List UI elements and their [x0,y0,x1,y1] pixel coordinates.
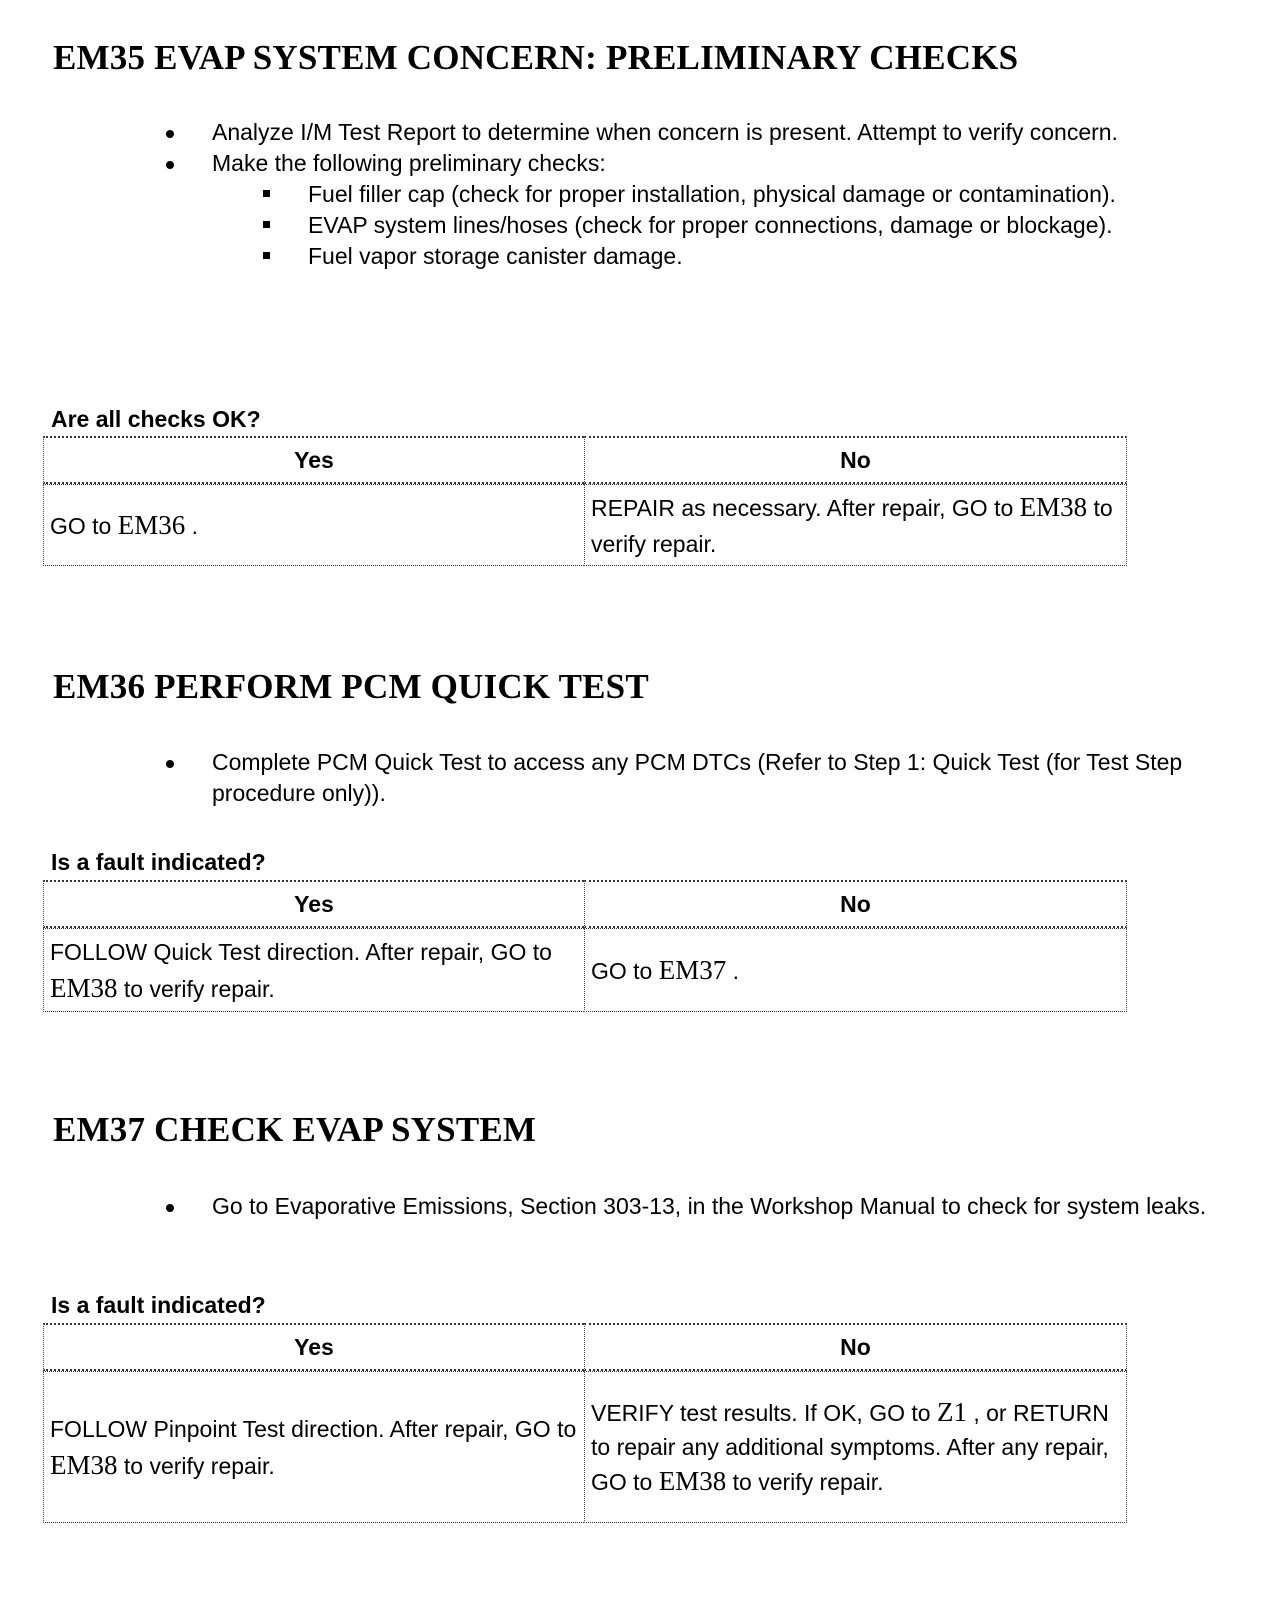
square-bullet-icon [263,221,270,228]
cell-text: FOLLOW Pinpoint Test direction. After repair, GO to [50,1415,577,1442]
step-link-em38[interactable]: EM38 [50,1449,118,1480]
bullet-text: Go to Evaporative Emissions, Section 303-13, in the Workshop Manual to check for system leaks. [212,1193,1207,1219]
table-header-row [43,1323,1127,1371]
cell-text: FOLLOW Quick Test direction. After repair, GO to [50,938,552,965]
cell-text: to verify repair. [591,494,1113,557]
bullet-icon [166,161,174,169]
bullet-icon [166,130,174,138]
header-yes: Yes [43,1323,584,1371]
step-link-em36[interactable]: EM36 [117,509,186,540]
cell-text: to verify repair. [726,1469,884,1495]
sub-bullet-text: EVAP system lines/hoses (check for proper connections, damage or blockage). [308,212,1113,238]
header-no: No [584,1323,1127,1371]
bullet-icon [166,760,174,768]
cell-text: . [185,512,199,539]
bullet-item [0,148,1222,272]
sub-bullet-item [308,241,1138,272]
decision-table [43,436,1127,566]
cell-text: . [726,957,740,984]
cell-no [584,1371,1127,1523]
step-link-em38[interactable]: EM38 [658,1466,727,1496]
table-row [43,1371,1127,1523]
sub-bullet-item [308,210,1138,241]
cell-yes [43,484,584,566]
cell-no [584,928,1127,1012]
header-yes: Yes [43,436,584,484]
decision-table [43,880,1127,1012]
cell-text: GO to [50,512,118,539]
square-bullet-icon [263,190,270,197]
decision-table [43,1323,1127,1523]
sub-bullet-item [308,179,1138,210]
header-no: No [584,880,1127,928]
sub-bullet-list [212,179,1222,272]
header-no: No [584,436,1127,484]
cell-text: GO to [591,957,659,984]
decision-question: Are all checks OK? [51,406,261,432]
table-row [43,484,1127,566]
bullet-item [0,747,1222,809]
step-link-em37[interactable]: EM37 [658,954,727,985]
cell-text: VERIFY test results. If OK, GO to [591,1400,937,1426]
section-heading: EM36 PERFORM PCM QUICK TEST [53,667,649,706]
bullet-item [0,1191,1222,1222]
cell-no [584,484,1127,566]
cell-text: , or RETURN to repair any additional symptoms. After any repair, GO to [591,1400,1109,1495]
cell-text: to verify repair. [117,1452,275,1479]
cell-text: to verify repair. [117,975,275,1002]
step-link-em38[interactable]: EM38 [50,972,118,1003]
bullet-icon [166,1204,174,1212]
bullet-list [0,747,1222,809]
square-bullet-icon [263,252,270,259]
table-header-row [43,880,1127,928]
bullet-text: Analyze I/M Test Report to determine when concern is present. Attempt to verify concern. [212,119,1118,145]
cell-yes [43,1371,584,1523]
step-link-z1[interactable]: Z1 [936,1397,967,1427]
table-header-row [43,436,1127,484]
table-row [43,928,1127,1012]
cell-yes [43,928,584,1012]
decision-question: Is a fault indicated? [51,1292,266,1318]
bullet-list [0,1191,1222,1222]
step-link-em38[interactable]: EM38 [1019,491,1088,522]
bullet-item [0,117,1222,148]
sub-bullet-text: Fuel vapor storage canister damage. [308,243,683,269]
section-heading: EM37 CHECK EVAP SYSTEM [53,1110,537,1149]
bullet-text: Complete PCM Quick Test to access any PCM DTCs (Refer to Step 1: Quick Test (for Test Step procedure only)). [212,749,1183,806]
section-heading: EM35 EVAP SYSTEM CONCERN: PRELIMINARY CHECKS [53,38,1019,77]
bullet-list [0,117,1222,272]
bullet-text: Make the following preliminary checks: [212,150,606,176]
decision-question: Is a fault indicated? [51,849,266,875]
sub-bullet-text: Fuel filler cap (check for proper installation, physical damage or contamination). [308,181,1116,207]
header-yes: Yes [43,880,584,928]
cell-text: REPAIR as necessary. After repair, GO to [591,494,1020,521]
